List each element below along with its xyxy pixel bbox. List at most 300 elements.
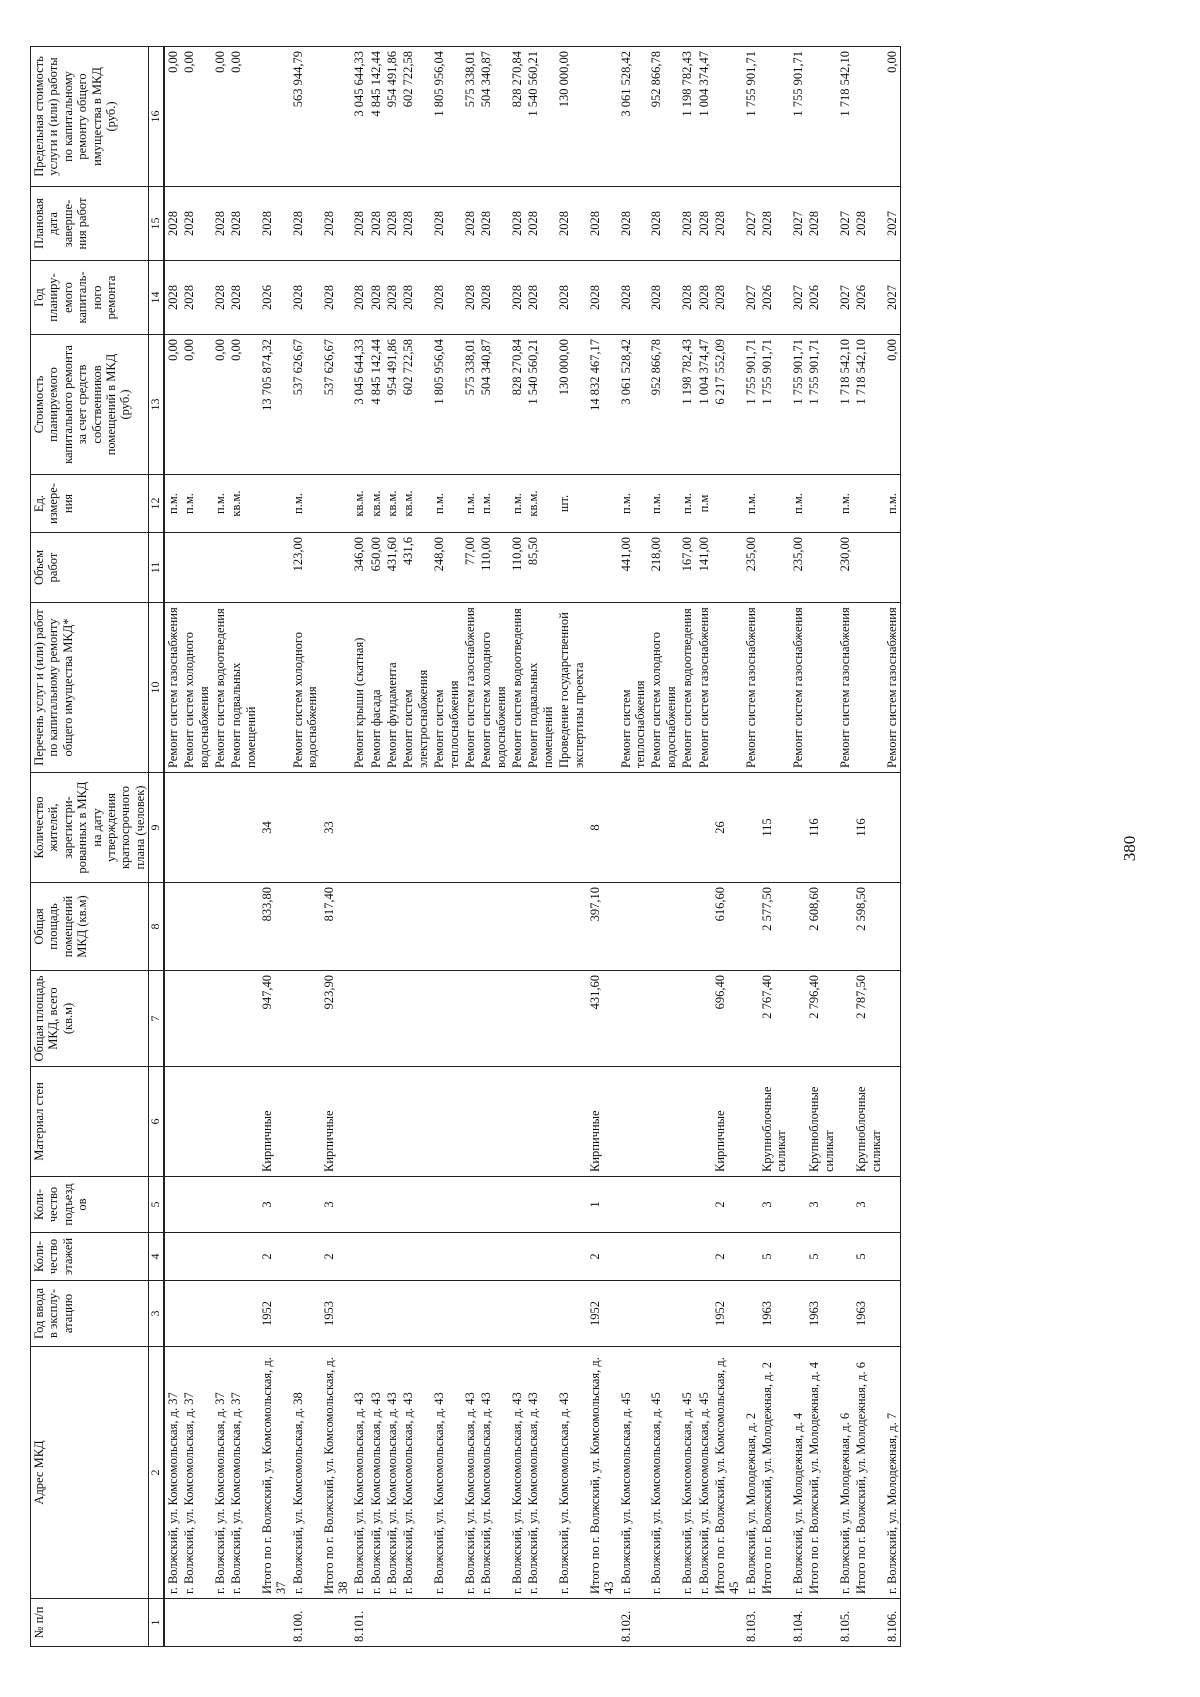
residents-cell: 26 xyxy=(712,773,743,883)
floors-cell: 2 xyxy=(587,1233,618,1281)
column-number: 9 xyxy=(149,773,164,883)
address-cell: г. Волжский, ул. Комсомольская, д. 43 xyxy=(351,1347,367,1599)
unit-cell xyxy=(587,475,618,533)
year-built-cell: 1963 xyxy=(806,1281,837,1347)
volume-cell xyxy=(806,533,837,603)
unit-cell: п.м. xyxy=(431,475,462,533)
max-cost-cell: 1 755 901,71 xyxy=(790,47,806,187)
work-type-cell: Ремонт систем газоснабжения xyxy=(884,603,901,773)
residents-cell xyxy=(181,773,212,883)
year-built-cell xyxy=(351,1281,367,1347)
entrances-cell xyxy=(556,1177,587,1233)
work-type-cell: Ремонт систем водоотведения xyxy=(509,603,525,773)
wall-material-cell xyxy=(212,1067,228,1177)
column-header: Предельная стоимость услуги и (или) работы по капитальному ремонту общего имущества в МКД (руб.) xyxy=(31,47,149,187)
cost-cell: 0,00 xyxy=(228,335,259,475)
cost-cell: 1 755 901,71 xyxy=(790,335,806,475)
column-header: № п/п xyxy=(31,1599,149,1647)
year-built-cell xyxy=(790,1281,806,1347)
total-area-cell xyxy=(618,971,649,1067)
floors-cell xyxy=(525,1233,556,1281)
plan-year-cell: 2028 xyxy=(212,261,228,335)
wall-material-cell: Кирпичные xyxy=(712,1067,743,1177)
row-number: 8.104. xyxy=(790,1599,806,1647)
residents-cell xyxy=(556,773,587,883)
year-built-cell xyxy=(743,1281,759,1347)
end-date-cell: 2028 xyxy=(696,187,712,261)
unit-cell xyxy=(712,475,743,533)
table-row xyxy=(462,47,478,1647)
work-type-cell: Ремонт систем холодного водоснабжения xyxy=(478,603,509,773)
year-built-cell: 1952 xyxy=(259,1281,290,1347)
unit-cell: кв.м. xyxy=(368,475,384,533)
total-area-cell: 923,90 xyxy=(321,971,352,1067)
work-type-cell xyxy=(259,603,290,773)
address-cell: г. Волжский, ул. Комсомольская, д. 43 xyxy=(431,1347,462,1599)
max-cost-cell xyxy=(587,47,618,187)
year-built-cell: 1963 xyxy=(759,1281,790,1347)
end-date-cell: 2028 xyxy=(181,187,212,261)
max-cost-cell: 504 340,87 xyxy=(478,47,509,187)
plan-year-cell: 2028 xyxy=(384,261,400,335)
end-date-cell: 2027 xyxy=(790,187,806,261)
end-date-cell: 2028 xyxy=(431,187,462,261)
wall-material-cell xyxy=(181,1067,212,1177)
year-built-cell xyxy=(478,1281,509,1347)
volume-cell: 218,00 xyxy=(648,533,679,603)
year-built-cell xyxy=(212,1281,228,1347)
floors-cell: 5 xyxy=(759,1233,790,1281)
address-cell: г. Волжский, ул. Молодежная, д. 4 xyxy=(790,1347,806,1599)
total-area-cell xyxy=(525,971,556,1067)
header-row xyxy=(31,47,149,1647)
unit-cell xyxy=(853,475,884,533)
entrances-cell: 3 xyxy=(759,1177,790,1233)
unit-cell: кв.м. xyxy=(525,475,556,533)
cost-cell: 1 755 901,71 xyxy=(743,335,759,475)
address-cell: г. Волжский, ул. Комсомольская, д. 45 xyxy=(696,1347,712,1599)
plan-year-cell: 2028 xyxy=(368,261,384,335)
entrances-cell xyxy=(525,1177,556,1233)
work-type-cell: Ремонт подвальных помещений xyxy=(525,603,556,773)
residents-cell xyxy=(212,773,228,883)
plan-year-cell: 2028 xyxy=(321,261,352,335)
cost-cell: 1 540 560,21 xyxy=(525,335,556,475)
rooms-area-cell xyxy=(351,883,367,971)
end-date-cell: 2028 xyxy=(212,187,228,261)
total-area-cell xyxy=(368,971,384,1067)
total-area-cell xyxy=(509,971,525,1067)
residents-cell xyxy=(164,773,181,883)
volume-cell: 110,00 xyxy=(509,533,525,603)
residents-cell xyxy=(648,773,679,883)
address-cell: г. Волжский, ул. Комсомольская, д. 43 xyxy=(525,1347,556,1599)
floors-cell xyxy=(400,1233,431,1281)
column-header: Стоимость планируемого капитального ремонта за счет средств собственников помещений в МКД (руб.) xyxy=(31,335,149,475)
cost-cell: 575 338,01 xyxy=(462,335,478,475)
work-type-cell: Ремонт систем теплоснабжения xyxy=(431,603,462,773)
table-row xyxy=(290,47,321,1647)
entrances-cell: 3 xyxy=(259,1177,290,1233)
plan-year-cell: 2028 xyxy=(431,261,462,335)
year-built-cell xyxy=(679,1281,695,1347)
column-number: 7 xyxy=(149,971,164,1067)
total-area-cell xyxy=(228,971,259,1067)
floors-cell xyxy=(384,1233,400,1281)
end-date-cell: 2028 xyxy=(368,187,384,261)
table-row xyxy=(618,47,649,1647)
total-area-cell xyxy=(478,971,509,1067)
row-number: 8.101. xyxy=(351,1599,367,1647)
wall-material-cell xyxy=(696,1067,712,1177)
row-number xyxy=(853,1599,884,1647)
row-number xyxy=(525,1599,556,1647)
address-cell: г. Волжский, ул. Комсомольская, д. 45 xyxy=(679,1347,695,1599)
column-header: Коли-чество подъездов xyxy=(31,1177,149,1233)
rooms-area-cell: 2 608,60 xyxy=(806,883,837,971)
volume-cell: 346,00 xyxy=(351,533,367,603)
residents-cell xyxy=(228,773,259,883)
work-type-cell: Ремонт подвальных помещений xyxy=(228,603,259,773)
wall-material-cell xyxy=(648,1067,679,1177)
residents-cell xyxy=(743,773,759,883)
max-cost-cell: 1 004 374,47 xyxy=(696,47,712,187)
floors-cell xyxy=(212,1233,228,1281)
work-type-cell: Ремонт систем газоснабжения xyxy=(790,603,806,773)
end-date-cell: 2028 xyxy=(384,187,400,261)
entrances-cell xyxy=(400,1177,431,1233)
plan-year-cell: 2028 xyxy=(509,261,525,335)
address-cell: г. Волжский, ул. Комсомольская, д. 43 xyxy=(462,1347,478,1599)
floors-cell: 2 xyxy=(321,1233,352,1281)
address-cell: г. Волжский, ул. Молодежная, д. 7 xyxy=(884,1347,901,1599)
wall-material-cell xyxy=(478,1067,509,1177)
year-built-cell xyxy=(884,1281,901,1347)
unit-cell: п.м. xyxy=(679,475,695,533)
table-row xyxy=(431,47,462,1647)
max-cost-cell: 828 270,84 xyxy=(509,47,525,187)
row-number xyxy=(259,1599,290,1647)
work-type-cell xyxy=(712,603,743,773)
entrances-cell: 1 xyxy=(587,1177,618,1233)
plan-year-cell: 2028 xyxy=(648,261,679,335)
end-date-cell: 2027 xyxy=(884,187,901,261)
table-row xyxy=(509,47,525,1647)
volume-cell xyxy=(181,533,212,603)
volume-cell: 77,00 xyxy=(462,533,478,603)
wall-material-cell xyxy=(462,1067,478,1177)
end-date-cell: 2028 xyxy=(712,187,743,261)
end-date-cell: 2028 xyxy=(228,187,259,261)
row-number xyxy=(806,1599,837,1647)
table-row xyxy=(259,47,290,1647)
max-cost-cell: 1 540 560,21 xyxy=(525,47,556,187)
volume-cell xyxy=(321,533,352,603)
unit-cell: п.м. xyxy=(743,475,759,533)
end-date-cell: 2028 xyxy=(321,187,352,261)
plan-year-cell: 2028 xyxy=(478,261,509,335)
table-row xyxy=(743,47,759,1647)
table-row xyxy=(212,47,228,1647)
end-date-cell: 2028 xyxy=(806,187,837,261)
plan-year-cell: 2028 xyxy=(290,261,321,335)
year-built-cell xyxy=(462,1281,478,1347)
max-cost-cell: 0,00 xyxy=(228,47,259,187)
column-number: 15 xyxy=(149,187,164,261)
rooms-area-cell xyxy=(164,883,181,971)
volume-cell: 110,00 xyxy=(478,533,509,603)
column-header: Количество жителей, зарегистри-рованных в МКД на дату утверждения краткосрочного плана (человек) xyxy=(31,773,149,883)
volume-cell: 441,00 xyxy=(618,533,649,603)
volume-cell xyxy=(853,533,884,603)
column-header: Общая площадь МКД, всего (кв.м) xyxy=(31,971,149,1067)
work-type-cell: Ремонт систем водоотведения xyxy=(212,603,228,773)
rooms-area-cell xyxy=(884,883,901,971)
max-cost-cell: 952 866,78 xyxy=(648,47,679,187)
residents-cell: 34 xyxy=(259,773,290,883)
max-cost-cell xyxy=(759,47,790,187)
floors-cell xyxy=(679,1233,695,1281)
table-row xyxy=(228,47,259,1647)
row-number xyxy=(587,1599,618,1647)
unit-cell: п.м. xyxy=(164,475,181,533)
max-cost-cell: 0,00 xyxy=(164,47,181,187)
year-built-cell xyxy=(400,1281,431,1347)
work-type-cell: Ремонт фундамента xyxy=(384,603,400,773)
unit-cell xyxy=(759,475,790,533)
column-number: 11 xyxy=(149,533,164,603)
plan-year-cell: 2028 xyxy=(696,261,712,335)
volume-cell: 235,00 xyxy=(743,533,759,603)
rooms-area-cell xyxy=(400,883,431,971)
total-area-cell: 431,60 xyxy=(587,971,618,1067)
year-built-cell: 1952 xyxy=(712,1281,743,1347)
year-built-cell: 1952 xyxy=(587,1281,618,1347)
cost-cell: 13 705 874,32 xyxy=(259,335,290,475)
cost-cell: 3 061 528,42 xyxy=(618,335,649,475)
work-type-cell xyxy=(853,603,884,773)
end-date-cell: 2028 xyxy=(679,187,695,261)
table-body xyxy=(164,47,901,1647)
row-number xyxy=(228,1599,259,1647)
total-area-cell xyxy=(648,971,679,1067)
total-area-cell xyxy=(181,971,212,1067)
wall-material-cell xyxy=(290,1067,321,1177)
unit-cell: п.м. xyxy=(648,475,679,533)
page-number: 380 xyxy=(1120,835,1139,862)
cost-cell: 602 722,58 xyxy=(400,335,431,475)
floors-cell xyxy=(431,1233,462,1281)
table-row xyxy=(853,47,884,1647)
cost-cell: 537 626,67 xyxy=(290,335,321,475)
column-header: Год ввода в эксплу-атацию xyxy=(31,1281,149,1347)
total-area-cell xyxy=(837,971,853,1067)
residents-cell xyxy=(384,773,400,883)
year-built-cell xyxy=(556,1281,587,1347)
rooms-area-cell xyxy=(618,883,649,971)
end-date-cell: 2028 xyxy=(462,187,478,261)
column-number: 16 xyxy=(149,47,164,187)
entrances-cell xyxy=(431,1177,462,1233)
plan-year-cell: 2027 xyxy=(884,261,901,335)
plan-year-cell: 2028 xyxy=(525,261,556,335)
table-row xyxy=(884,47,901,1647)
unit-cell: п.м. xyxy=(462,475,478,533)
address-cell: г. Волжский, ул. Комсомольская, д. 38 xyxy=(290,1347,321,1599)
volume-cell xyxy=(884,533,901,603)
floors-cell xyxy=(743,1233,759,1281)
cost-cell: 14 832 467,17 xyxy=(587,335,618,475)
total-area-cell xyxy=(431,971,462,1067)
address-cell: Итого по г. Волжский, ул. Комсомольская, д. 45 xyxy=(712,1347,743,1599)
floors-cell xyxy=(556,1233,587,1281)
end-date-cell: 2028 xyxy=(618,187,649,261)
floors-cell: 5 xyxy=(853,1233,884,1281)
table-row xyxy=(759,47,790,1647)
wall-material-cell: Кирпичные xyxy=(321,1067,352,1177)
table-row xyxy=(181,47,212,1647)
column-number: 12 xyxy=(149,475,164,533)
total-area-cell: 2 767,40 xyxy=(759,971,790,1067)
max-cost-cell xyxy=(259,47,290,187)
table-row xyxy=(837,47,853,1647)
residents-cell xyxy=(478,773,509,883)
end-date-cell: 2028 xyxy=(478,187,509,261)
entrances-cell xyxy=(509,1177,525,1233)
rooms-area-cell xyxy=(228,883,259,971)
rooms-area-cell: 833,80 xyxy=(259,883,290,971)
rooms-area-cell xyxy=(212,883,228,971)
total-area-cell: 2 787,50 xyxy=(853,971,884,1067)
floors-cell: 2 xyxy=(259,1233,290,1281)
volume-cell: 248,00 xyxy=(431,533,462,603)
column-header: Год планиру-емого капиталь-ного ремонта xyxy=(31,261,149,335)
total-area-cell xyxy=(790,971,806,1067)
total-area-cell: 2 796,40 xyxy=(806,971,837,1067)
max-cost-cell: 130 000,00 xyxy=(556,47,587,187)
wall-material-cell xyxy=(400,1067,431,1177)
repair-plan-table xyxy=(30,46,901,1647)
plan-year-cell: 2026 xyxy=(259,261,290,335)
volume-cell: 85,50 xyxy=(525,533,556,603)
row-number xyxy=(384,1599,400,1647)
cost-cell: 0,00 xyxy=(181,335,212,475)
plan-year-cell: 2028 xyxy=(556,261,587,335)
entrances-cell xyxy=(790,1177,806,1233)
max-cost-cell xyxy=(806,47,837,187)
volume-cell: 167,00 xyxy=(679,533,695,603)
total-area-cell xyxy=(556,971,587,1067)
total-area-cell xyxy=(212,971,228,1067)
row-number xyxy=(321,1599,352,1647)
entrances-cell: 3 xyxy=(321,1177,352,1233)
work-type-cell: Ремонт систем водоотведения xyxy=(679,603,695,773)
unit-cell xyxy=(259,475,290,533)
cost-cell: 1 805 956,04 xyxy=(431,335,462,475)
total-area-cell: 947,40 xyxy=(259,971,290,1067)
rooms-area-cell xyxy=(384,883,400,971)
work-type-cell: Ремонт систем холодного водоснабжения xyxy=(648,603,679,773)
residents-cell: 116 xyxy=(806,773,837,883)
address-cell: г. Волжский, ул. Молодежная, д. 2 xyxy=(743,1347,759,1599)
column-number: 4 xyxy=(149,1233,164,1281)
rooms-area-cell: 397,10 xyxy=(587,883,618,971)
cost-cell: 952 866,78 xyxy=(648,335,679,475)
entrances-cell xyxy=(837,1177,853,1233)
year-built-cell xyxy=(509,1281,525,1347)
rooms-area-cell xyxy=(478,883,509,971)
work-type-cell: Ремонт крыши (скатная) xyxy=(351,603,367,773)
row-number: 8.102. xyxy=(618,1599,649,1647)
cost-cell: 1 718 542,10 xyxy=(837,335,853,475)
address-cell: г. Волжский, ул. Молодежная, д. 6 xyxy=(837,1347,853,1599)
max-cost-cell: 0,00 xyxy=(884,47,901,187)
entrances-cell xyxy=(462,1177,478,1233)
entrances-cell: 2 xyxy=(712,1177,743,1233)
cost-cell: 0,00 xyxy=(212,335,228,475)
year-built-cell xyxy=(290,1281,321,1347)
year-built-cell xyxy=(181,1281,212,1347)
cost-cell: 3 045 644,33 xyxy=(351,335,367,475)
floors-cell xyxy=(181,1233,212,1281)
work-type-cell: Ремонт фасада xyxy=(368,603,384,773)
plan-year-cell: 2028 xyxy=(181,261,212,335)
row-number xyxy=(478,1599,509,1647)
floors-cell xyxy=(509,1233,525,1281)
volume-cell: 235,00 xyxy=(790,533,806,603)
unit-cell: кв.м. xyxy=(400,475,431,533)
volume-cell: 230,00 xyxy=(837,533,853,603)
residents-cell xyxy=(884,773,901,883)
table-row xyxy=(648,47,679,1647)
residents-cell xyxy=(837,773,853,883)
plan-year-cell: 2026 xyxy=(853,261,884,335)
unit-cell: п.м. xyxy=(790,475,806,533)
residents-cell xyxy=(525,773,556,883)
address-cell: Итого по г. Волжский, ул. Комсомольская, д. 37 xyxy=(259,1347,290,1599)
entrances-cell xyxy=(228,1177,259,1233)
row-number xyxy=(164,1599,181,1647)
table-row xyxy=(587,47,618,1647)
column-header: Коли-чество этажей xyxy=(31,1233,149,1281)
unit-cell xyxy=(806,475,837,533)
end-date-cell: 2028 xyxy=(853,187,884,261)
floors-cell: 5 xyxy=(806,1233,837,1281)
floors-cell xyxy=(618,1233,649,1281)
wall-material-cell xyxy=(556,1067,587,1177)
address-cell: г. Волжский, ул. Комсомольская, д. 45 xyxy=(648,1347,679,1599)
cost-cell: 130 000,00 xyxy=(556,335,587,475)
entrances-cell xyxy=(696,1177,712,1233)
year-built-cell: 1953 xyxy=(321,1281,352,1347)
residents-cell: 116 xyxy=(853,773,884,883)
unit-cell: кв.м. xyxy=(384,475,400,533)
residents-cell xyxy=(696,773,712,883)
unit-cell: п.м. xyxy=(884,475,901,533)
residents-cell xyxy=(290,773,321,883)
address-cell: г. Волжский, ул. Комсомольская, д. 43 xyxy=(556,1347,587,1599)
volume-cell: 141,00 xyxy=(696,533,712,603)
rooms-area-cell xyxy=(648,883,679,971)
work-type-cell: Ремонт систем холодного водоснабжения xyxy=(290,603,321,773)
floors-cell xyxy=(478,1233,509,1281)
end-date-cell: 2028 xyxy=(290,187,321,261)
max-cost-cell: 4 845 142,44 xyxy=(368,47,384,187)
year-built-cell xyxy=(431,1281,462,1347)
end-date-cell: 2028 xyxy=(164,187,181,261)
row-number: 8.100. xyxy=(290,1599,321,1647)
total-area-cell xyxy=(743,971,759,1067)
